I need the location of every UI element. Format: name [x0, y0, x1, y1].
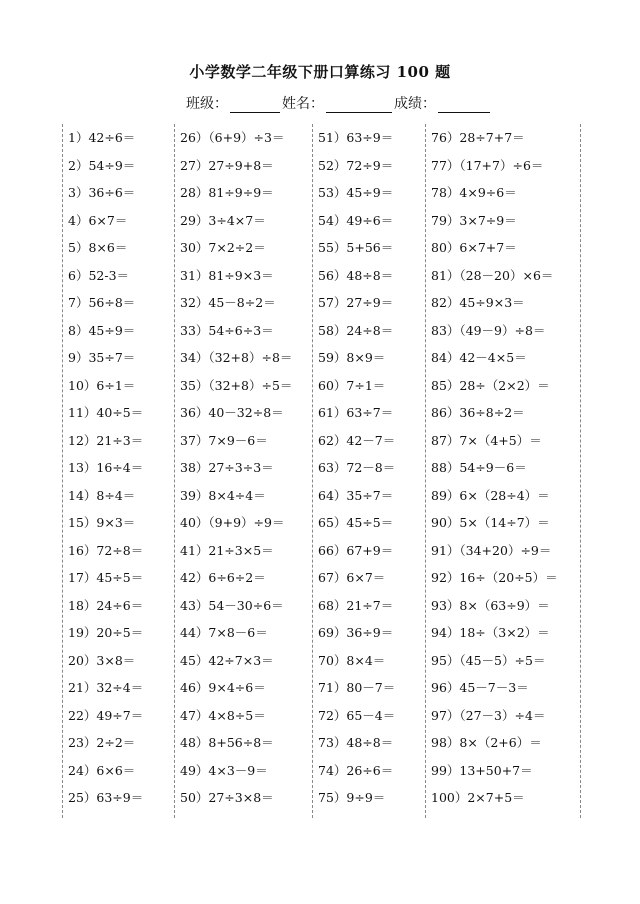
problem-item: 27）27÷9+8＝: [180, 157, 274, 173]
problem-item: 55）5+56＝: [318, 240, 394, 255]
problem-item: 35）（32+8）÷5＝: [180, 377, 293, 393]
problem-item: 80）6×7+7＝: [431, 240, 517, 255]
problem-item: 37）7×9－6＝: [180, 432, 268, 448]
problem-item: 16）72÷8＝: [68, 542, 144, 558]
problem-item: 75）9÷9＝: [318, 790, 386, 805]
problem-item: 33）54÷6÷3＝: [180, 322, 274, 338]
problem-item: 39）8×4÷4＝: [180, 487, 266, 503]
problem-item: 91）（34+20）÷9＝: [431, 542, 552, 558]
problem-item: 1）42÷6＝: [68, 130, 136, 145]
problem-item: 36）40－32÷8＝: [180, 405, 284, 420]
problem-item: 87）7×（4+5）＝: [431, 432, 542, 448]
problem-item: 19）20÷5＝: [68, 625, 144, 640]
problem-item: 59）8×9＝: [318, 350, 386, 365]
problem-grid: [62, 124, 582, 818]
problem-item: 29）3÷4×7＝: [180, 212, 266, 228]
problem-item: 61）63÷7＝: [318, 405, 394, 420]
problem-item: 53）45÷9＝: [318, 185, 394, 200]
column-divider: [580, 124, 581, 818]
problem-item: 67）6×7＝: [318, 570, 386, 585]
score-label: 成绩：: [394, 96, 436, 112]
problem-item: 51）63÷9＝: [318, 130, 394, 145]
problem-item: 9）35÷7＝: [68, 350, 136, 365]
problem-item: 92）16÷（20÷5）＝: [431, 570, 558, 585]
problem-item: 25）63÷9＝: [68, 790, 144, 805]
name-blank[interactable]: [326, 98, 392, 113]
problem-item: 100）2×7+5＝: [431, 790, 525, 805]
problem-item: 5）8×6＝: [68, 240, 128, 255]
problem-item: 65）45÷5＝: [318, 515, 394, 530]
problem-item: 64）35÷7＝: [318, 487, 394, 503]
problem-item: 4）6×7＝: [68, 212, 128, 228]
problem-item: 15）9×3＝: [68, 515, 136, 530]
problem-item: 88）54÷9－6＝: [431, 460, 527, 475]
problem-item: 78）4×9÷6＝: [431, 185, 517, 200]
problem-item: 43）54－30÷6＝: [180, 597, 284, 613]
student-info-line: [186, 93, 492, 113]
problem-item: 12）21÷3＝: [68, 432, 144, 448]
problem-item: 34）（32+8）÷8＝: [180, 350, 293, 365]
problem-item: 14）8÷4＝: [68, 487, 136, 503]
problem-item: 71）80－7＝: [318, 680, 396, 695]
problem-item: 73）48÷8＝: [318, 735, 394, 750]
problem-item: 57）27÷9＝: [318, 295, 394, 310]
problem-item: 56）48÷8＝: [318, 267, 394, 283]
problem-item: 60）7÷1＝: [318, 377, 386, 393]
problem-item: 10）6÷1＝: [68, 377, 136, 393]
problem-item: 93）8×（63÷9）＝: [431, 597, 550, 613]
problem-item: 76）28÷7+7＝: [431, 130, 525, 145]
problem-item: 83）（49－9）÷8＝: [431, 322, 546, 338]
problem-item: 79）3×7÷9＝: [431, 212, 517, 228]
problem-item: 8）45÷9＝: [68, 322, 136, 338]
problem-item: 28）81÷9÷9＝: [180, 185, 274, 200]
problem-item: 90）5×（14÷7）＝: [431, 515, 550, 530]
problem-item: 49）4×3－9＝: [180, 762, 268, 778]
page-title: 小学数学二年级下册口算练习 100 题: [189, 63, 451, 81]
problem-item: 20）3×8＝: [68, 652, 136, 668]
problem-item: 26）（6+9）÷3＝: [180, 130, 285, 145]
problem-item: 23）2÷2＝: [68, 735, 136, 750]
column-divider: [62, 124, 63, 818]
column-divider: [425, 124, 426, 818]
problem-item: 32）45－8÷2＝: [180, 295, 276, 310]
problem-item: 81）（28－20）×6＝: [431, 267, 554, 283]
problem-item: 70）8×4＝: [318, 652, 386, 668]
column-divider: [174, 124, 175, 818]
problem-item: 82）45÷9×3＝: [431, 295, 525, 310]
problem-item: 52）72÷9＝: [318, 157, 394, 173]
problem-item: 54）49÷6＝: [318, 212, 394, 228]
problem-item: 41）21÷3×5＝: [180, 542, 274, 558]
problem-item: 84）42－4×5＝: [431, 350, 527, 365]
problem-item: 2）54÷9＝: [68, 157, 136, 173]
problem-item: 48）8+56÷8＝: [180, 735, 274, 750]
problem-item: 85）28÷（2×2）＝: [431, 377, 550, 393]
problem-item: 3）36÷6＝: [68, 185, 136, 200]
problem-item: 6）52-3＝: [68, 267, 130, 283]
class-label: 班级：: [186, 96, 228, 112]
problem-item: 77）（17+7）÷6＝: [431, 157, 544, 173]
problem-item: 42）6÷6÷2＝: [180, 570, 266, 585]
problem-item: 40）（9+9）÷9＝: [180, 515, 285, 530]
problem-item: 7）56÷8＝: [68, 295, 136, 310]
problem-item: 62）42－7＝: [318, 432, 396, 448]
problem-item: 99）13+50+7＝: [431, 762, 533, 778]
name-label: 姓名：: [282, 96, 324, 112]
problem-item: 63）72－8＝: [318, 460, 396, 475]
problem-item: 44）7×8－6＝: [180, 625, 268, 640]
problem-item: 46）9×4÷6＝: [180, 680, 266, 695]
problem-item: 22）49÷7＝: [68, 707, 144, 723]
problem-item: 89）6×（28÷4）＝: [431, 487, 550, 503]
problem-item: 24）6×6＝: [68, 762, 136, 778]
column-divider: [312, 124, 313, 818]
problem-item: 30）7×2÷2＝: [180, 240, 266, 255]
problem-item: 86）36÷8÷2＝: [431, 405, 525, 420]
problem-item: 18）24÷6＝: [68, 597, 144, 613]
problem-item: 98）8×（2+6）＝: [431, 735, 542, 750]
problem-item: 21）32÷4＝: [68, 680, 144, 695]
problem-item: 94）18÷（3×2）＝: [431, 625, 550, 640]
class-blank[interactable]: [230, 98, 280, 113]
problem-item: 11）40÷5＝: [68, 405, 144, 420]
problem-item: 74）26÷6＝: [318, 762, 394, 778]
problem-item: 72）65－4＝: [318, 707, 396, 723]
problem-item: 50）27÷3×8＝: [180, 790, 274, 805]
problem-item: 66）67+9＝: [318, 542, 394, 558]
problem-item: 69）36÷9＝: [318, 625, 394, 640]
problem-item: 38）27÷3÷3＝: [180, 460, 274, 475]
problem-item: 97）（27－3）÷4＝: [431, 707, 546, 723]
problem-item: 45）42÷7×3＝: [180, 652, 274, 668]
problem-item: 68）21÷7＝: [318, 597, 394, 613]
problem-item: 95）（45－5）÷5＝: [431, 652, 546, 668]
score-blank[interactable]: [438, 98, 490, 113]
problem-item: 13）16÷4＝: [68, 460, 144, 475]
problem-item: 17）45÷5＝: [68, 570, 144, 585]
problem-item: 58）24÷8＝: [318, 322, 394, 338]
problem-item: 31）81÷9×3＝: [180, 267, 274, 283]
problem-item: 96）45－7－3＝: [431, 680, 529, 695]
problem-item: 47）4×8÷5＝: [180, 707, 266, 723]
